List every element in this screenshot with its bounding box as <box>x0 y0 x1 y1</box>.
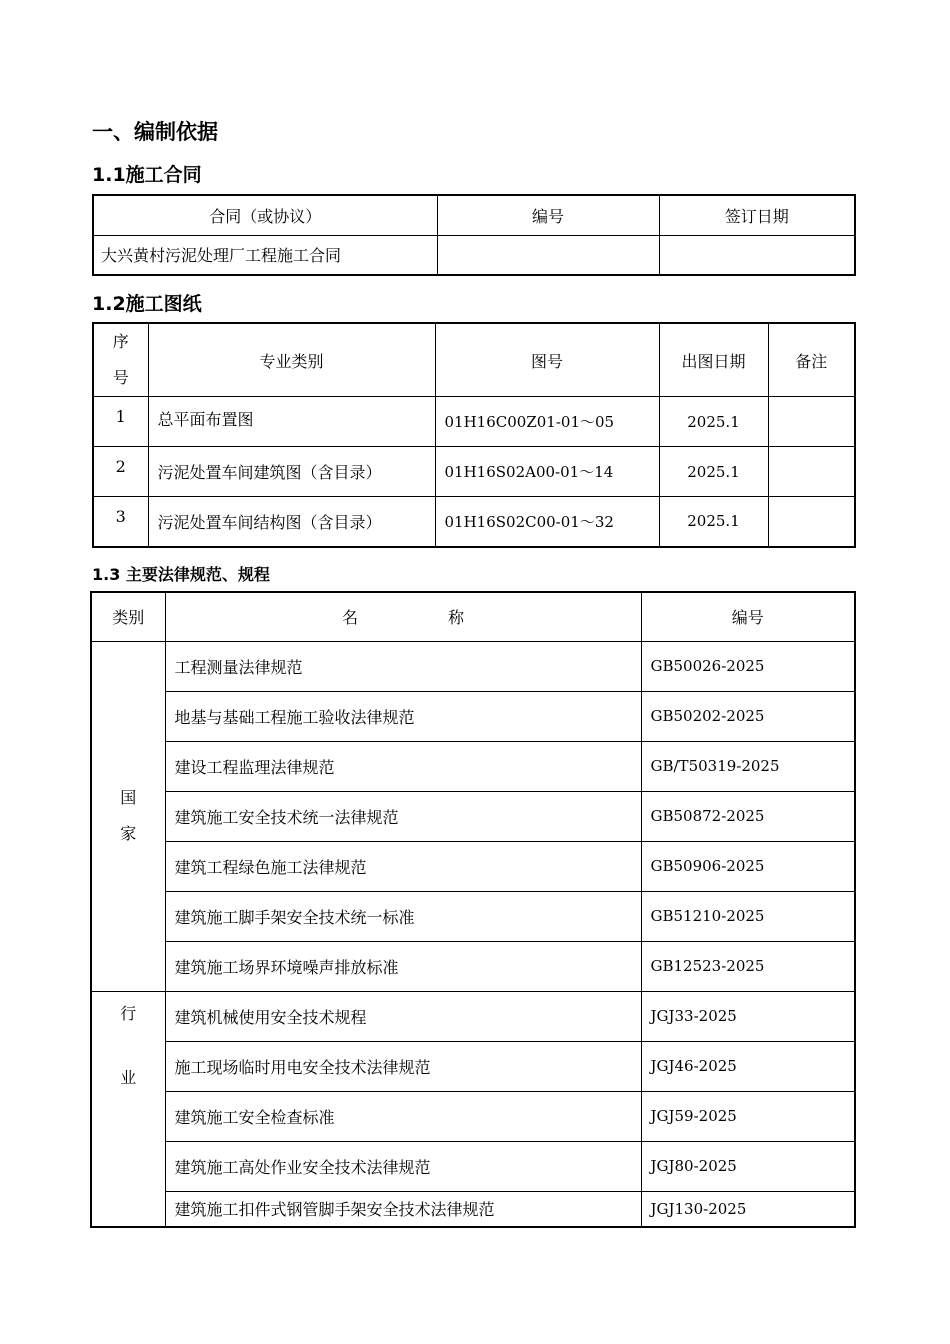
section-1-3-title: 1.3 主要法律规范、规程 <box>92 565 270 584</box>
regulation-code: JGJ59-2025 <box>641 1091 855 1141</box>
table-row <box>91 1041 855 1091</box>
row-seq: 2 <box>93 447 148 497</box>
regulation-name: 建筑施工脚手架安全技术统一标准 <box>165 891 641 941</box>
header-date: 出图日期 <box>659 323 768 397</box>
header-name-right: 称 <box>448 608 465 628</box>
row-seq: 3 <box>93 497 148 547</box>
table-row <box>91 691 855 741</box>
header-code: 编号 <box>641 592 855 641</box>
row-seq: 1 <box>93 397 148 447</box>
row-date: 2025.1 <box>659 397 768 447</box>
header-seq-top: 序 <box>112 332 129 351</box>
regulation-name: 建设工程监理法律规范 <box>165 741 641 791</box>
regulation-code: GB12523-2025 <box>641 941 855 991</box>
header-seq-bottom: 号 <box>112 368 129 387</box>
table-row <box>91 791 855 841</box>
table-row <box>93 497 855 547</box>
header-name-left: 名 <box>341 608 358 628</box>
table-row <box>93 447 855 497</box>
contract-name: 大兴黄村污泥处理厂工程施工合同 <box>93 235 437 275</box>
table-row <box>91 1191 855 1227</box>
header-contract: 合同（或协议） <box>93 195 437 235</box>
regulation-code: JGJ130-2025 <box>641 1191 855 1227</box>
type-char: 业 <box>120 1067 137 1087</box>
regulation-name: 建筑工程绿色施工法律规范 <box>165 841 641 891</box>
table-row <box>93 397 855 447</box>
row-category: 总平面布置图 <box>148 397 435 447</box>
row-drawing-no: 01H16S02C00-01～32 <box>435 497 659 547</box>
table-header-row <box>93 195 855 235</box>
header-note: 备注 <box>768 323 855 397</box>
header-name <box>165 592 641 641</box>
regulation-name: 工程测量法律规范 <box>165 641 641 691</box>
type-industry <box>91 991 165 1227</box>
contract-table <box>92 194 856 276</box>
table-row <box>91 1091 855 1141</box>
header-sign-date: 签订日期 <box>659 195 855 235</box>
regulation-code: JGJ80-2025 <box>641 1141 855 1191</box>
contract-number <box>437 235 659 275</box>
regulation-code: JGJ46-2025 <box>641 1041 855 1091</box>
regulation-code: GB50202-2025 <box>641 691 855 741</box>
row-date: 2025.1 <box>659 497 768 547</box>
table-row <box>91 891 855 941</box>
table-row <box>91 991 855 1041</box>
type-char: 家 <box>120 824 137 843</box>
section-1-1-title: 1.1施工合同 <box>92 164 202 186</box>
row-drawing-no: 01H16S02A00-01～14 <box>435 447 659 497</box>
regulation-name: 施工现场临时用电安全技术法律规范 <box>165 1041 641 1091</box>
row-drawing-no: 01H16C00Z01-01～05 <box>435 397 659 447</box>
row-category: 污泥处置车间建筑图（含目录） <box>148 447 435 497</box>
row-note <box>768 397 855 447</box>
header-drawing-no: 图号 <box>435 323 659 397</box>
regulation-code: GB/T50319-2025 <box>641 741 855 791</box>
type-char: 国 <box>120 788 137 807</box>
table-row <box>91 741 855 791</box>
regulation-name: 地基与基础工程施工验收法律规范 <box>165 691 641 741</box>
row-note <box>768 497 855 547</box>
regulation-code: GB51210-2025 <box>641 891 855 941</box>
regulation-code: GB50906-2025 <box>641 841 855 891</box>
regulation-code: JGJ33-2025 <box>641 991 855 1041</box>
row-note <box>768 447 855 497</box>
regulation-code: GB50872-2025 <box>641 791 855 841</box>
header-category: 专业类别 <box>148 323 435 397</box>
table-row <box>91 841 855 891</box>
table-row <box>91 1141 855 1191</box>
table-header-row <box>93 323 855 397</box>
type-national <box>91 641 165 991</box>
regulation-name: 建筑施工安全技术统一法律规范 <box>165 791 641 841</box>
regulation-name: 建筑施工安全检查标准 <box>165 1091 641 1141</box>
row-date: 2025.1 <box>659 447 768 497</box>
type-char: 行 <box>120 1003 137 1023</box>
table-header-row <box>91 592 855 641</box>
row-category: 污泥处置车间结构图（含目录） <box>148 497 435 547</box>
contract-date <box>659 235 855 275</box>
regulation-name: 建筑施工场界环境噪声排放标准 <box>165 941 641 991</box>
regulation-name: 建筑施工高处作业安全技术法律规范 <box>165 1141 641 1191</box>
drawings-table <box>92 322 856 548</box>
regulation-name: 建筑施工扣件式钢管脚手架安全技术法律规范 <box>165 1191 641 1227</box>
regulations-table <box>90 591 856 1228</box>
section-1-2-title: 1.2施工图纸 <box>92 293 202 315</box>
regulation-name: 建筑机械使用安全技术规程 <box>165 991 641 1041</box>
header-type: 类别 <box>91 592 165 641</box>
header-number: 编号 <box>437 195 659 235</box>
regulation-code: GB50026-2025 <box>641 641 855 691</box>
main-heading: 一、编制依据 <box>92 120 218 144</box>
table-row <box>91 641 855 691</box>
table-row <box>91 941 855 991</box>
header-seq <box>93 323 148 397</box>
table-row <box>93 235 855 275</box>
